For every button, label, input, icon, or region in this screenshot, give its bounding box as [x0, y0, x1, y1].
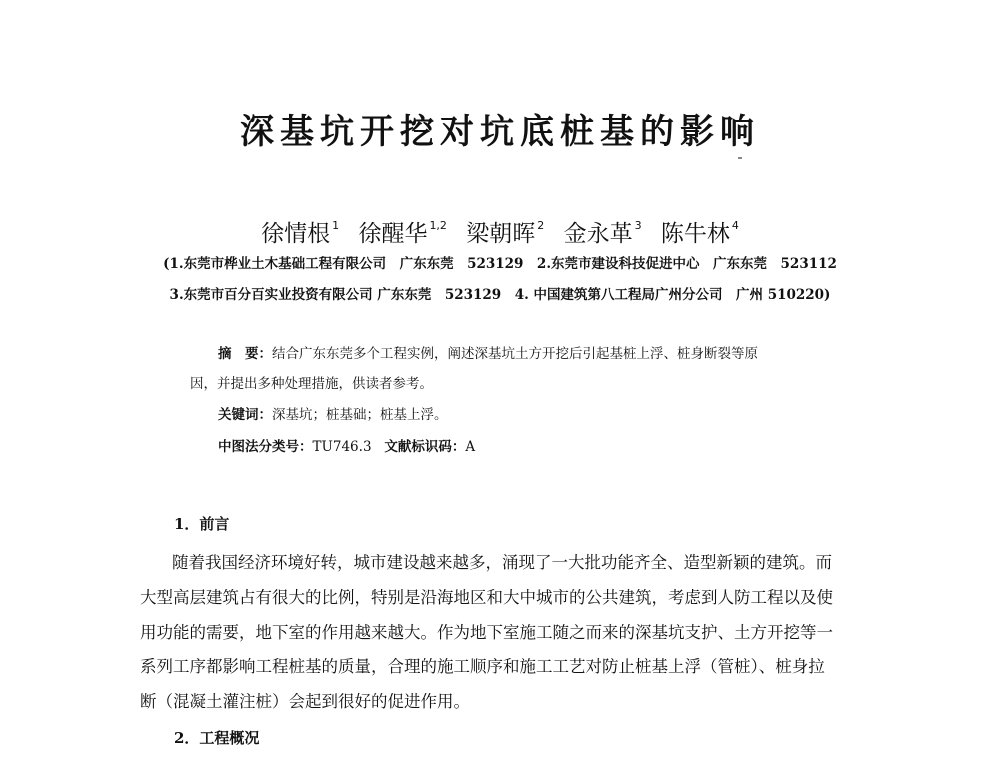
section-heading-introduction: 1．前言	[174, 515, 230, 533]
author	[466, 210, 544, 250]
body-paragraph-line: 断（混凝土灌注桩）会起到很好的促进作用。	[140, 692, 470, 711]
author	[564, 210, 642, 250]
author	[358, 210, 447, 250]
body-paragraph-line: 系列工序都影响工程桩基的质量，合理的施工顺序和施工工艺对防止桩基上浮（管桩）、桩身拉	[140, 657, 825, 676]
author-list	[0, 210, 1000, 250]
affiliation-line-2: 3.东莞市百分百实业投资有限公司 广东东莞 523129 4. 中国建筑第八工程局广州分公司 广州 510220)	[169, 287, 831, 303]
doc-code: A	[465, 439, 476, 455]
author-name: 徐情根	[261, 221, 331, 247]
doc-code-label: 文献标识码：	[384, 439, 466, 455]
classification-line	[218, 437, 475, 457]
author-name: 金永革	[563, 221, 633, 247]
body-paragraph-line: 大型高层建筑占有很大的比例，特别是沿海地区和大中城市的公共建筑，考虑到人防工程以及使	[140, 588, 833, 607]
keywords-label: 关键词：	[218, 407, 272, 423]
author-name: 陈牛林	[660, 221, 730, 247]
abstract-text-1: 结合广东东莞多个工程实例，阐述深基坑土方开挖后引起基桩上浮、桩身断裂等原	[272, 346, 758, 362]
body-paragraph-line: 用功能的需要，地下室的作用越来越大。作为地下室施工随之而来的深基坑支护、土方开挖等一	[140, 623, 833, 642]
author-affiliation-mark: 2	[537, 219, 545, 232]
author-name: 徐醒华	[358, 221, 428, 247]
author	[261, 210, 339, 250]
abstract-text-2: 因，并提出多种处理措施，供读者参考。	[190, 376, 433, 392]
author-name: 梁朝晖	[466, 221, 536, 247]
abstract-line-1	[218, 344, 758, 364]
affiliation-line-1: (1.东莞市桦业土木基础工程有限公司 广东东莞 523129 2.东莞市建设科技促进中心 广东东莞 523112	[163, 256, 837, 272]
classification-label: 中图法分类号：	[218, 439, 313, 455]
paper-title: 深基坑开挖对坑底桩基的影响	[240, 112, 760, 152]
author	[661, 210, 739, 250]
keywords-line	[218, 405, 448, 425]
body-paragraph-line: 随着我国经济环境好转，城市建设越来越多，涌现了一大批功能齐全、造型新颖的建筑。而	[172, 553, 832, 572]
abstract-label: 摘 要：	[218, 346, 272, 362]
author-affiliation-mark: 1,2	[429, 219, 447, 232]
author-affiliation-mark: 4	[731, 219, 739, 232]
keywords-text: 深基坑；桩基础；桩基上浮。	[272, 407, 448, 423]
author-affiliation-mark: 1	[332, 219, 340, 232]
author-affiliation-mark: 3	[634, 219, 642, 232]
classification-code: TU746.3	[312, 439, 372, 455]
section-heading-project-overview: 2．工程概况	[174, 729, 260, 747]
scan-speck	[738, 157, 742, 159]
